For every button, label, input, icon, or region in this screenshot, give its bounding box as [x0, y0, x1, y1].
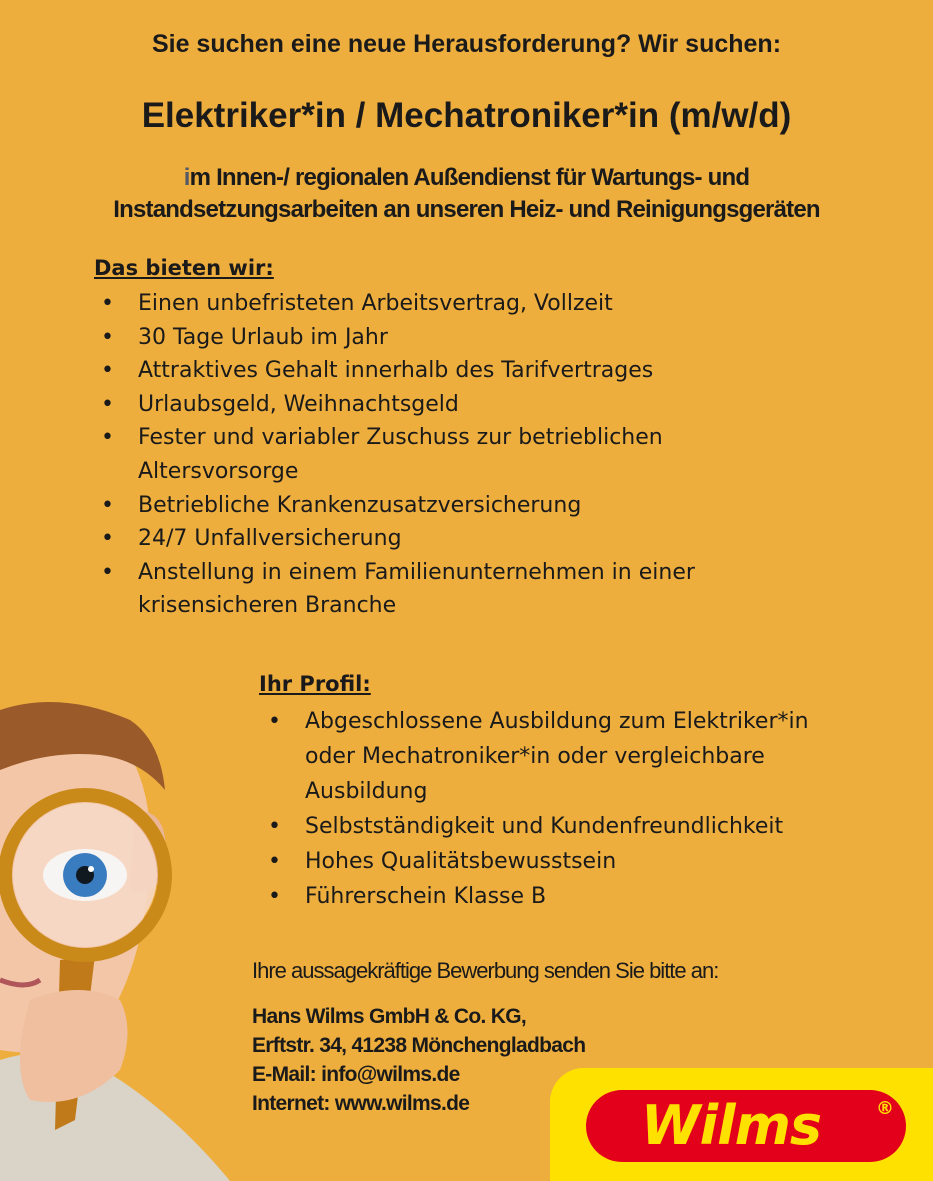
- intro-headline: Sie suchen eine neue Herausforderung? Wir suchen:: [151, 30, 782, 58]
- offers-list: [97, 287, 897, 623]
- offer-item: • Fester und variabler Zuschuss zur betrieblichen Altersvorsorge: [97, 421, 718, 488]
- offer-item: • Attraktives Gehalt innerhalb des Tarifvertrages: [97, 354, 897, 388]
- offer-item: • Anstellung in einem Familienunternehmen in einer krisensicheren Branche: [97, 556, 788, 623]
- subtitle-line-1-rest: m Innen-/ regionalen Außendienst für Wartungs- und: [189, 164, 750, 191]
- profile-heading: Ihr Profil:: [259, 672, 371, 696]
- offer-item: • 24/7 Unfallversicherung: [97, 522, 897, 556]
- profile-item: • Hohes Qualitätsbewusstsein: [264, 844, 904, 879]
- offers-heading: Das bieten wir:: [94, 256, 274, 280]
- registered-mark: ®: [876, 1098, 894, 1119]
- eye-highlight: [88, 866, 94, 872]
- offer-item: • 30 Tage Urlaub im Jahr: [97, 321, 897, 355]
- logo-panel: [550, 1068, 933, 1181]
- logo-text: Wilms: [641, 1094, 821, 1157]
- job-subtitle: [0, 162, 933, 226]
- profile-item: • Abgeschlossene Ausbildung zum Elektriker*in oder Mechatroniker*in oder vergleichbare Ausbildung: [264, 704, 825, 809]
- profile-item: • Selbstständigkeit und Kundenfreundlichkeit: [264, 809, 904, 844]
- profile-list: [264, 704, 904, 914]
- subtitle-first-letter: i: [183, 164, 190, 191]
- subtitle-line-2: Instandsetzungsarbeiten an unseren Heiz- und Reinigungsgeräten: [113, 196, 820, 223]
- company-name: Hans Wilms GmbH & Co. KG,: [252, 1005, 527, 1028]
- internet-line: Internet: www.wilms.de: [252, 1092, 470, 1115]
- company-address: Erftstr. 34, 41238 Mönchengladbach: [252, 1034, 586, 1057]
- subtitle-line-1: [0, 162, 933, 194]
- application-prompt: Ihre aussagekräftige Bewerbung senden Sie bitte an:: [252, 958, 719, 983]
- offer-item: • Einen unbefristeten Arbeitsvertrag, Vollzeit: [97, 287, 897, 321]
- child-with-magnifier-illustration: [0, 700, 280, 1181]
- wilms-logo: [586, 1090, 906, 1162]
- profile-item: • Führerschein Klasse B: [264, 879, 904, 914]
- offer-item: • Urlaubsgeld, Weihnachtsgeld: [97, 388, 897, 422]
- job-title: Elektriker*in / Mechatroniker*in (m/w/d): [141, 96, 792, 135]
- offer-item: • Betriebliche Krankenzusatzversicherung: [97, 489, 897, 523]
- email-line: E-Mail: info@wilms.de: [252, 1063, 460, 1086]
- contact-block: [252, 1002, 585, 1118]
